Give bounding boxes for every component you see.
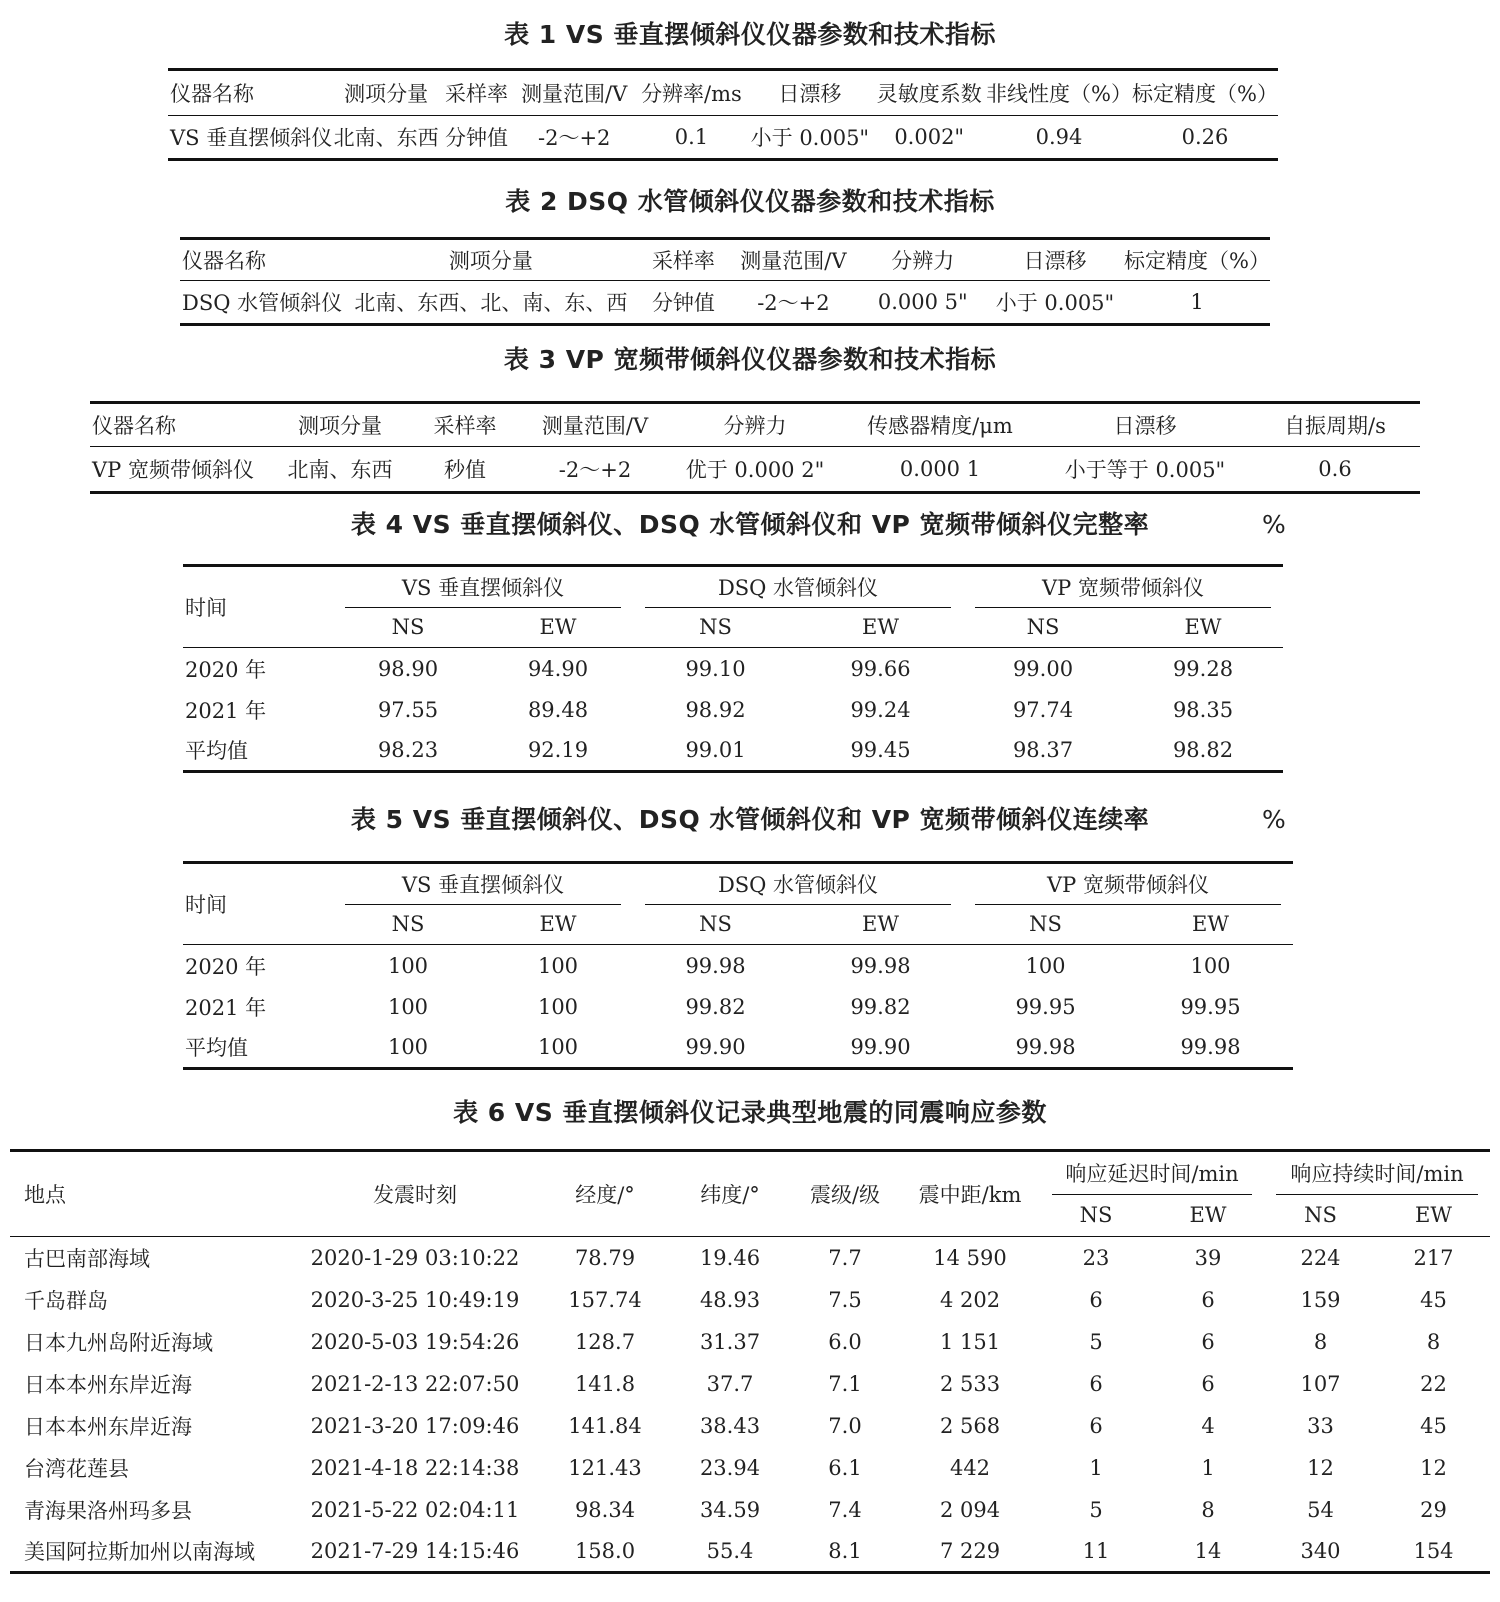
table-cell: 89.48 — [527, 697, 589, 722]
table-row — [10, 1237, 1490, 1279]
table-cell: 37.7 — [706, 1371, 754, 1396]
t6-header: 经度/° — [540, 1151, 670, 1237]
table-row — [180, 281, 1270, 325]
t6-header: 纬度/° — [670, 1151, 790, 1237]
t4-subheader: EW — [1184, 615, 1222, 640]
table-cell: 5 — [1089, 1329, 1103, 1354]
t4-subheader: EW — [862, 615, 899, 640]
t6-subheader: NS — [1304, 1203, 1337, 1228]
table-row — [10, 1279, 1490, 1321]
t1-header: 分辨率/ms — [641, 82, 742, 106]
table-cell: 98.35 — [1172, 697, 1234, 722]
table-cell: 99.95 — [1180, 994, 1241, 1019]
table-cell: -2～+2 — [537, 126, 611, 150]
t4-group-header: VP 宽频带倾斜仪 — [963, 566, 1283, 608]
t1-header: 非线性度（%） — [986, 82, 1132, 106]
table-cell: 2020 年 — [185, 954, 267, 979]
table1-caption: 表 1 VS 垂直摆倾斜仪仪器参数和技术指标 — [504, 20, 996, 49]
table-cell: 分钟值 — [651, 291, 715, 315]
t6-header: 震中距/km — [900, 1151, 1040, 1237]
t1-header: 灵敏度系数 — [876, 82, 982, 106]
table-cell: 2 533 — [939, 1371, 1001, 1396]
table-cell: 0.1 — [674, 125, 709, 149]
table6-caption: 表 6 VS 垂直摆倾斜仪记录典型地震的同震响应参数 — [453, 1098, 1047, 1127]
table-row — [183, 1027, 1293, 1069]
t6-group-header: 响应持续时间/min — [1264, 1151, 1490, 1195]
table-cell: 1 151 — [939, 1329, 1001, 1354]
table-cell: 6 — [1201, 1371, 1215, 1396]
table-cell: 100 — [387, 994, 429, 1019]
table-cell: 美国阿拉斯加州以南海域 — [24, 1539, 255, 1564]
table-cell: 224 — [1300, 1245, 1341, 1270]
table5 — [183, 861, 1293, 1070]
t4-subheader: NS — [699, 615, 732, 640]
table-cell: 100 — [537, 953, 579, 978]
table-cell: 99.82 — [685, 994, 746, 1019]
table-cell: 99.90 — [685, 1034, 746, 1059]
table-cell: 7.1 — [828, 1371, 862, 1396]
t2-header: 测量范围/V — [740, 249, 847, 273]
table-cell: 128.7 — [574, 1329, 636, 1354]
table-cell: 99.98 — [1015, 1034, 1076, 1059]
table-cell: 0.000 5" — [877, 290, 968, 314]
table-cell: 台湾花莲县 — [24, 1456, 129, 1481]
table-cell: 7 229 — [939, 1538, 1001, 1563]
table-cell: 92.19 — [527, 737, 589, 762]
table-cell: 99.10 — [685, 656, 746, 681]
table-cell: 4 — [1201, 1413, 1215, 1438]
table-cell: 14 590 — [933, 1245, 1007, 1270]
table-row — [168, 116, 1278, 160]
table-row — [183, 690, 1283, 730]
table-cell: 1 — [1201, 1455, 1215, 1480]
t5-subheader: EW — [539, 912, 577, 937]
t6-header: 震级/级 — [790, 1151, 900, 1237]
table-cell: 442 — [949, 1455, 991, 1480]
table-cell: 分钟值 — [444, 126, 508, 150]
table-cell: 98.92 — [685, 697, 746, 722]
table2 — [180, 237, 1270, 326]
table-cell: VS 垂直摆倾斜仪 — [170, 126, 333, 150]
table-cell: 97.74 — [1012, 697, 1074, 722]
t4-subheader: EW — [539, 615, 577, 640]
table-cell: 7.5 — [828, 1287, 862, 1312]
table-cell: 107 — [1300, 1371, 1341, 1396]
t5-subheader: NS — [699, 912, 732, 937]
table-cell: 141.84 — [568, 1413, 642, 1438]
table-cell: 99.98 — [685, 953, 746, 978]
table-cell: 8 — [1313, 1329, 1328, 1354]
table-row — [10, 1531, 1490, 1573]
t5-group-header: VS 垂直摆倾斜仪 — [333, 863, 633, 905]
table-row — [10, 1363, 1490, 1405]
table-cell: 38.43 — [699, 1413, 761, 1438]
table-cell: 98.82 — [1172, 737, 1234, 762]
table-row — [10, 1405, 1490, 1447]
table-cell: 1 — [1190, 290, 1204, 314]
table-cell: 154 — [1413, 1538, 1454, 1563]
t3-header: 仪器名称 — [92, 414, 176, 438]
table-cell: 8 — [1201, 1497, 1215, 1522]
table2-caption: 表 2 DSQ 水管倾斜仪仪器参数和技术指标 — [505, 187, 995, 216]
table-cell: 北南、东西 — [287, 458, 393, 482]
table5-caption: 表 5 VS 垂直摆倾斜仪、DSQ 水管倾斜仪和 VP 宽频带倾斜仪连续率 — [350, 805, 1150, 834]
table-cell: 99.95 — [1015, 994, 1076, 1019]
table-cell: 秒值 — [444, 458, 486, 482]
table3 — [90, 401, 1420, 494]
table-cell: 98.23 — [377, 737, 439, 762]
table-cell: 北南、东西、北、南、东、西 — [354, 291, 628, 315]
table-cell: 100 — [387, 1034, 429, 1059]
table-cell: 100 — [537, 994, 579, 1019]
table-cell: 34.59 — [699, 1497, 761, 1522]
table-cell: 23 — [1082, 1245, 1110, 1270]
table-cell: 39 — [1194, 1245, 1222, 1270]
table-cell: 7.7 — [828, 1245, 862, 1270]
table-cell: 北南、东西 — [333, 126, 439, 150]
table-cell: 159 — [1300, 1287, 1341, 1312]
t4-group-header: VS 垂直摆倾斜仪 — [333, 566, 633, 608]
table-cell: 340 — [1300, 1538, 1341, 1563]
t1-header: 标定精度（%） — [1132, 82, 1278, 106]
t5-subheader: NS — [1029, 912, 1062, 937]
table-cell: -2～+2 — [558, 458, 632, 482]
table-row — [10, 1447, 1490, 1489]
t2-header: 日漂移 — [1023, 249, 1087, 273]
t5-subheader: EW — [1192, 912, 1229, 937]
table-cell: 99.00 — [1012, 656, 1074, 681]
t3-header: 自振周期/s — [1284, 414, 1386, 438]
table-cell: 99.28 — [1172, 656, 1234, 681]
table-cell: 2021-4-18 22:14:38 — [310, 1455, 520, 1480]
table-cell: -2～+2 — [757, 291, 830, 315]
table-cell: 8.1 — [828, 1538, 862, 1563]
table-cell: 2021 年 — [185, 995, 267, 1020]
t3-header: 测量范围/V — [541, 414, 649, 438]
table-cell: 12 — [1307, 1455, 1334, 1480]
table-cell: 55.4 — [706, 1538, 754, 1563]
table-cell: 2021 年 — [185, 698, 267, 723]
table-cell: 33 — [1307, 1413, 1334, 1438]
table-cell: 6.0 — [828, 1329, 862, 1354]
table-cell: 99.98 — [1180, 1034, 1241, 1059]
t6-header: 地点 — [10, 1151, 290, 1237]
table1 — [168, 68, 1278, 161]
table-cell: 45 — [1420, 1287, 1447, 1312]
table-cell: 99.82 — [850, 994, 911, 1019]
table-cell: 48.93 — [699, 1287, 761, 1312]
t3-header: 测项分量 — [298, 414, 382, 438]
table-cell: 日本九州岛附近海域 — [24, 1330, 213, 1355]
table-cell: 6 — [1089, 1287, 1103, 1312]
table-cell: 29 — [1420, 1497, 1447, 1522]
t5-subheader: EW — [862, 912, 899, 937]
table-cell: 99.01 — [685, 737, 746, 762]
table-cell: 217 — [1413, 1245, 1454, 1270]
t6-group-header: 响应延迟时间/min — [1040, 1151, 1264, 1195]
t4-group-header: DSQ 水管倾斜仪 — [633, 566, 963, 608]
table-cell: DSQ 水管倾斜仪 — [182, 291, 343, 315]
table-cell: 0.94 — [1035, 125, 1083, 149]
t4-subheader: NS — [1026, 615, 1060, 640]
table-cell: 99.45 — [850, 737, 911, 762]
table-cell: 99.24 — [850, 697, 911, 722]
table-cell: 日本本州东岸近海 — [24, 1372, 192, 1397]
table-cell: 22 — [1420, 1371, 1447, 1396]
t4-subheader: NS — [391, 615, 425, 640]
table-cell: 6.1 — [828, 1455, 862, 1480]
table-cell: 2020-5-03 19:54:26 — [310, 1329, 520, 1354]
table-cell: 54 — [1307, 1497, 1334, 1522]
table-cell: 古巴南部海域 — [24, 1246, 150, 1271]
table-cell: 100 — [537, 1034, 579, 1059]
table-cell: 31.37 — [699, 1329, 761, 1354]
t2-header: 仪器名称 — [182, 249, 266, 273]
table-cell: 2021-5-22 02:04:11 — [310, 1497, 520, 1522]
table-cell: 141.8 — [574, 1371, 636, 1396]
t3-header: 日漂移 — [1113, 414, 1177, 438]
t1-header: 测量范围/V — [521, 82, 628, 106]
table3-caption: 表 3 VP 宽频带倾斜仪仪器参数和技术指标 — [503, 345, 997, 374]
t3-header: 分辨力 — [723, 414, 787, 438]
table-cell: 100 — [1025, 953, 1066, 978]
table-cell: 8 — [1426, 1329, 1441, 1354]
table-cell: 121.43 — [568, 1455, 642, 1480]
table-cell: 2 094 — [939, 1497, 1001, 1522]
table-cell: 0.26 — [1181, 125, 1229, 149]
t6-header: 发震时刻 — [290, 1151, 540, 1237]
table4-caption: 表 4 VS 垂直摆倾斜仪、DSQ 水管倾斜仪和 VP 宽频带倾斜仪完整率 — [350, 510, 1150, 539]
t5-group-header: DSQ 水管倾斜仪 — [633, 863, 963, 905]
table-row — [10, 1489, 1490, 1531]
table-row — [183, 730, 1283, 772]
table-cell: 6 — [1201, 1329, 1215, 1354]
table-row — [183, 987, 1293, 1027]
table-cell: 2 568 — [939, 1413, 1001, 1438]
table-cell: 7.4 — [828, 1497, 862, 1522]
table-cell: 0.000 1 — [899, 457, 981, 481]
table-row — [90, 447, 1420, 493]
t5-group-header: VP 宽频带倾斜仪 — [963, 863, 1293, 905]
table-cell: 97.55 — [377, 697, 439, 722]
table-cell: 小于 0.005" — [995, 291, 1115, 315]
table-cell: 100 — [1190, 953, 1231, 978]
table-cell: 98.34 — [574, 1497, 636, 1522]
table-cell: 7.0 — [828, 1413, 862, 1438]
table4 — [183, 564, 1283, 773]
t2-header: 分辨力 — [891, 249, 955, 273]
table-cell: 2021-3-20 17:09:46 — [310, 1413, 520, 1438]
t1-header: 采样率 — [444, 82, 508, 106]
t2-header: 标定精度（%） — [1124, 249, 1270, 273]
table-cell: 千岛群岛 — [24, 1288, 108, 1313]
table-cell: 6 — [1201, 1287, 1215, 1312]
table5-unit: % — [1262, 805, 1286, 834]
table-cell: 0.6 — [1318, 457, 1352, 481]
table-cell: 45 — [1420, 1413, 1447, 1438]
table-cell: 日本本州东岸近海 — [24, 1414, 192, 1439]
table4-unit: % — [1262, 510, 1286, 539]
t5-time-header: 时间 — [183, 863, 333, 945]
t1-header: 测项分量 — [344, 82, 429, 106]
table-row — [183, 945, 1293, 987]
table6 — [10, 1149, 1490, 1574]
table-cell: 78.79 — [574, 1245, 636, 1270]
table-cell: 99.98 — [850, 953, 911, 978]
table-cell: 12 — [1420, 1455, 1447, 1480]
t5-subheader: NS — [391, 912, 425, 937]
table-cell: 6 — [1089, 1413, 1103, 1438]
table-cell: 158.0 — [574, 1538, 636, 1563]
t2-header: 采样率 — [651, 249, 715, 273]
table-cell: 157.74 — [568, 1287, 642, 1312]
table-cell: 6 — [1089, 1371, 1103, 1396]
t2-header: 测项分量 — [448, 249, 533, 273]
table-cell: 99.66 — [850, 656, 911, 681]
t6-subheader: EW — [1415, 1203, 1452, 1228]
table-cell: 2021-2-13 22:07:50 — [310, 1371, 520, 1396]
table-cell: 98.37 — [1012, 737, 1074, 762]
table-cell: 小于等于 0.005" — [1064, 458, 1226, 482]
table-cell: 99.90 — [850, 1034, 911, 1059]
table-cell: 98.90 — [377, 656, 439, 681]
table-cell: 23.94 — [699, 1455, 761, 1480]
table-cell: 0.002" — [894, 125, 965, 149]
table-cell: 小于 0.005" — [750, 126, 870, 150]
table-cell: 100 — [387, 953, 429, 978]
table-cell: 平均值 — [185, 738, 248, 763]
table-cell: 94.90 — [527, 656, 589, 681]
table-cell: 2021-7-29 14:15:46 — [310, 1538, 520, 1563]
table-cell: 2020 年 — [185, 657, 267, 682]
table-row — [10, 1321, 1490, 1363]
table-cell: VP 宽频带倾斜仪 — [92, 458, 254, 482]
table-cell: 11 — [1082, 1538, 1110, 1563]
table-cell: 5 — [1089, 1497, 1103, 1522]
table-cell: 2020-3-25 10:49:19 — [310, 1287, 520, 1312]
table-cell: 2020-1-29 03:10:22 — [310, 1245, 520, 1270]
t3-header: 传感器精度/μm — [867, 414, 1013, 438]
t1-header: 日漂移 — [778, 82, 842, 106]
table-cell: 4 202 — [939, 1287, 1001, 1312]
t1-header: 仪器名称 — [170, 82, 254, 106]
t6-subheader: EW — [1189, 1203, 1227, 1228]
t6-subheader: NS — [1079, 1203, 1113, 1228]
t4-time-header: 时间 — [183, 566, 333, 648]
table-cell: 平均值 — [185, 1035, 248, 1060]
table-cell: 1 — [1089, 1455, 1103, 1480]
table-cell: 19.46 — [699, 1245, 761, 1270]
table-row — [183, 648, 1283, 690]
table-cell: 青海果洛州玛多县 — [24, 1498, 192, 1523]
t3-header: 采样率 — [433, 414, 497, 438]
table-cell: 优于 0.000 2" — [685, 458, 825, 482]
table-cell: 14 — [1194, 1538, 1222, 1563]
